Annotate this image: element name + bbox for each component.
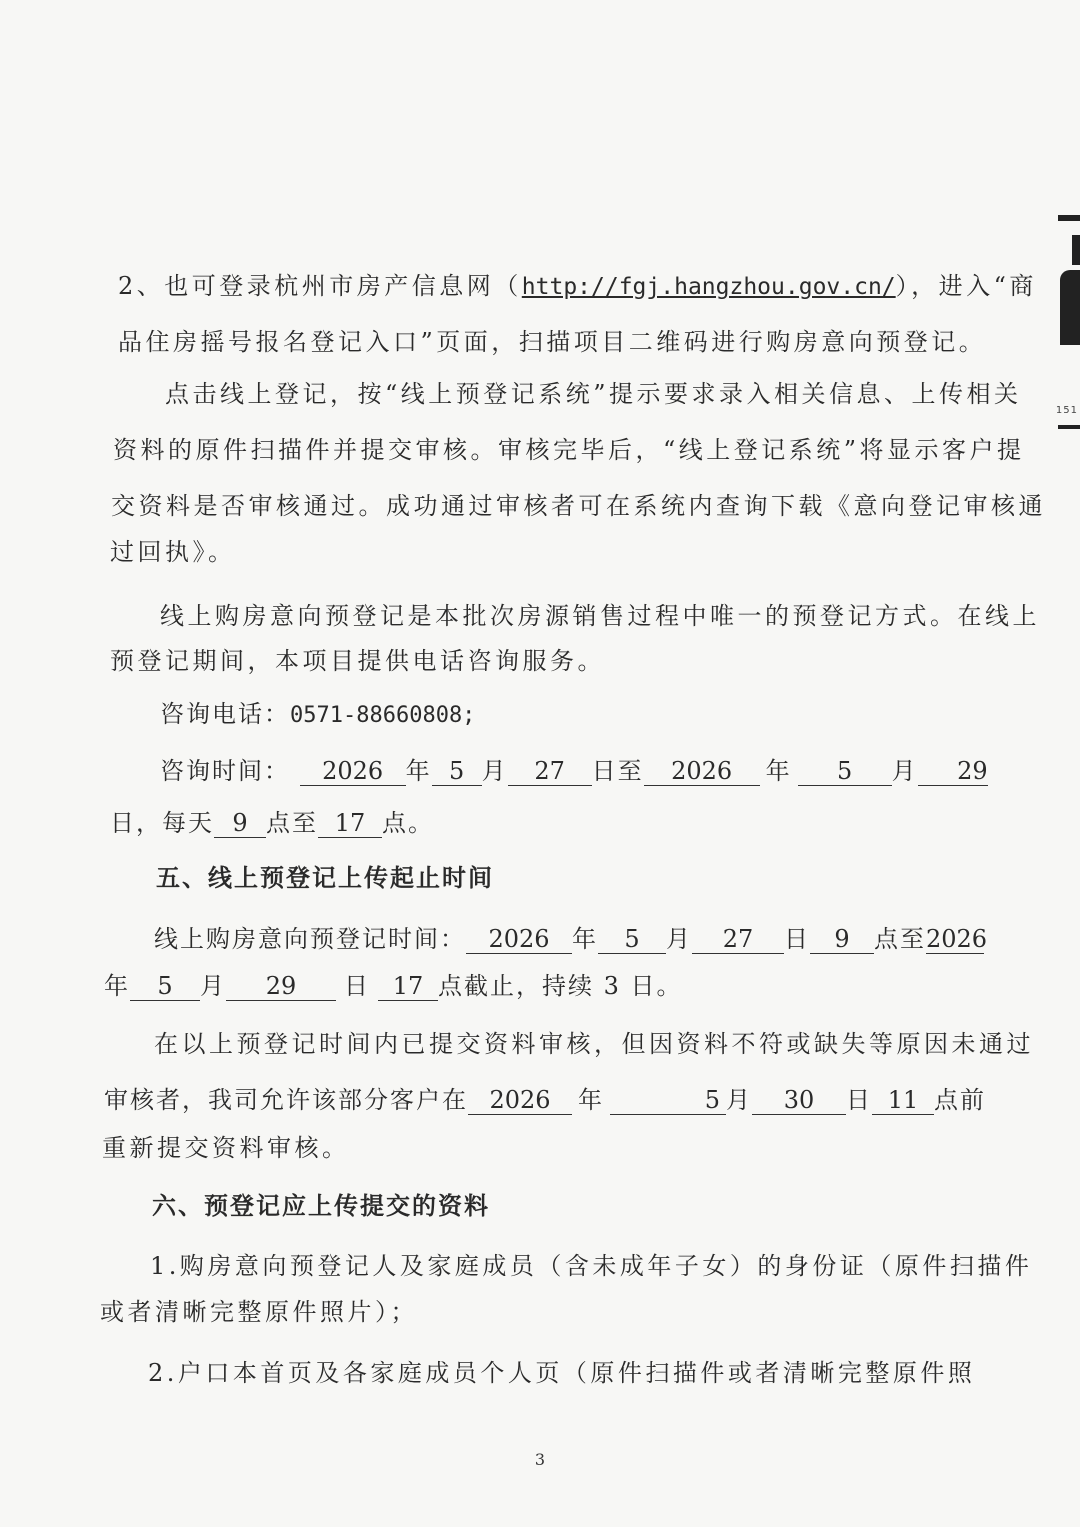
- consult-start-day: 27: [508, 757, 592, 786]
- p3-line1: 线上购房意向预登记是本批次房源销售过程中唯一的预登记方式。在线上: [160, 602, 1040, 630]
- resubmit-tail: 点前: [934, 1086, 986, 1114]
- p2-line4: 过回执》。: [110, 538, 236, 566]
- day-char: 日: [784, 925, 810, 953]
- p2-line3: 交资料是否审核通过。成功通过审核者可在系统内查询下载《意向登记审核通: [111, 492, 1046, 520]
- consult-start-year: 2026: [300, 757, 406, 786]
- resubmit-line1: 在以上预登记时间内已提交资料审核，但因资料不符或缺失等原因未通过: [154, 1030, 1034, 1058]
- reg-time-line2: [104, 970, 1004, 1002]
- scan-edge-mark-top: [1058, 215, 1080, 221]
- section6-item1-line2: 或者清晰完整原件照片）；: [100, 1298, 418, 1326]
- scan-edge-mark-1: [1072, 235, 1080, 265]
- resubmit-year: 2026: [468, 1086, 572, 1115]
- day-char: 日: [846, 1086, 872, 1114]
- p2-line1: 点击线上登记，按“线上预登记系统”提示要求录入相关信息、上传相关: [165, 380, 1022, 408]
- consult-time-line2: [110, 807, 1010, 839]
- reg-end-month: 5: [130, 972, 200, 1001]
- reg-end-tail: 点截止，持续 3 日。: [438, 972, 683, 1000]
- month-char: 月: [726, 1086, 752, 1114]
- reg-time-label: 线上购房意向预登记时间：: [154, 925, 466, 953]
- consult-end-day: 29: [918, 757, 988, 786]
- p1-line2: 品住房摇号报名登记入口”页面，扫描项目二维码进行购房意向预登记。: [118, 328, 987, 356]
- section6-title: 六、预登记应上传提交的资料: [152, 1191, 490, 1220]
- reg-start-month: 5: [598, 925, 666, 954]
- year-char: 年: [104, 972, 130, 1000]
- phone-label: 咨询电话：: [160, 700, 290, 728]
- consult-start-month: 5: [432, 757, 482, 786]
- section6-item2-line1: 2.户口本首页及各家庭成员个人页（原件扫描件或者清晰完整原件照: [148, 1359, 976, 1387]
- day-to-char: 日至: [591, 757, 644, 785]
- consult-start-hour: 9: [214, 809, 266, 838]
- consult-end-year: 2026: [644, 757, 760, 786]
- resubmit-line2: [104, 1084, 1004, 1116]
- year-char: 年: [578, 1086, 604, 1114]
- consult-phone-line: [160, 698, 1060, 732]
- reg-start-day: 27: [692, 925, 784, 954]
- consult-time-line1: [160, 755, 1060, 787]
- p2-line2: 资料的原件扫描件并提交审核。审核完毕后，“线上登记系统”将显示客户提: [113, 436, 1025, 464]
- month-char: 月: [891, 757, 918, 785]
- to-char: 至: [900, 925, 926, 953]
- year-char: 年: [572, 925, 598, 953]
- resubmit-text-a: 审核者，我司允许该部分客户在: [104, 1086, 468, 1114]
- section5-title: 五、线上预登记上传起止时间: [156, 863, 494, 892]
- reg-end-hour: 17: [378, 972, 438, 1001]
- p1-text-a: 2、也可登录杭州市房产信息网（: [118, 272, 522, 300]
- scan-edge-mark-bottom: [1058, 425, 1080, 429]
- p3-line2: 预登记期间，本项目提供电话咨询服务。: [110, 647, 605, 675]
- consult-time-label: 咨询时间：: [160, 757, 290, 785]
- reg-start-hour: 9: [810, 925, 874, 954]
- section6-item1-line1: 1.购房意向预登记人及家庭成员（含未成年子女）的身份证（原件扫描件: [150, 1252, 1033, 1280]
- reg-start-year: 2026: [466, 925, 572, 954]
- day-each-text: 日，每天: [110, 809, 214, 837]
- hour-end-char: 点。: [382, 809, 434, 837]
- p1-line1: [118, 270, 1037, 303]
- resubmit-hour: 11: [872, 1086, 934, 1115]
- reg-end-year: 2026: [926, 925, 988, 953]
- month-char: 月: [200, 972, 226, 1000]
- consult-end-hour: 17: [318, 809, 382, 838]
- resubmit-line3: 重新提交资料审核。: [102, 1134, 350, 1162]
- month-char: 月: [666, 925, 692, 953]
- year-char: 年: [765, 757, 792, 785]
- scan-edge-number: 151: [1055, 405, 1078, 416]
- consult-end-month: 5: [798, 757, 892, 786]
- scan-edge-mark-2: [1060, 270, 1080, 345]
- year-char: 年: [405, 757, 432, 785]
- resubmit-day: 30: [752, 1086, 846, 1115]
- hour-char: 点: [874, 925, 900, 953]
- reg-time-line1: [154, 923, 1054, 955]
- phone-value: 0571-88660808;: [290, 703, 476, 728]
- day-char: 日: [344, 972, 370, 1000]
- reg-end-day: 29: [226, 972, 336, 1001]
- resubmit-month: 5: [610, 1086, 726, 1115]
- website-link[interactable]: http://fgj.hangzhou.gov.cn/: [521, 274, 896, 300]
- month-char: 月: [481, 757, 508, 785]
- hour-to-char: 点至: [266, 809, 318, 837]
- page-number: 3: [534, 1450, 546, 1469]
- p1-text-b: ），进入“商: [895, 272, 1037, 300]
